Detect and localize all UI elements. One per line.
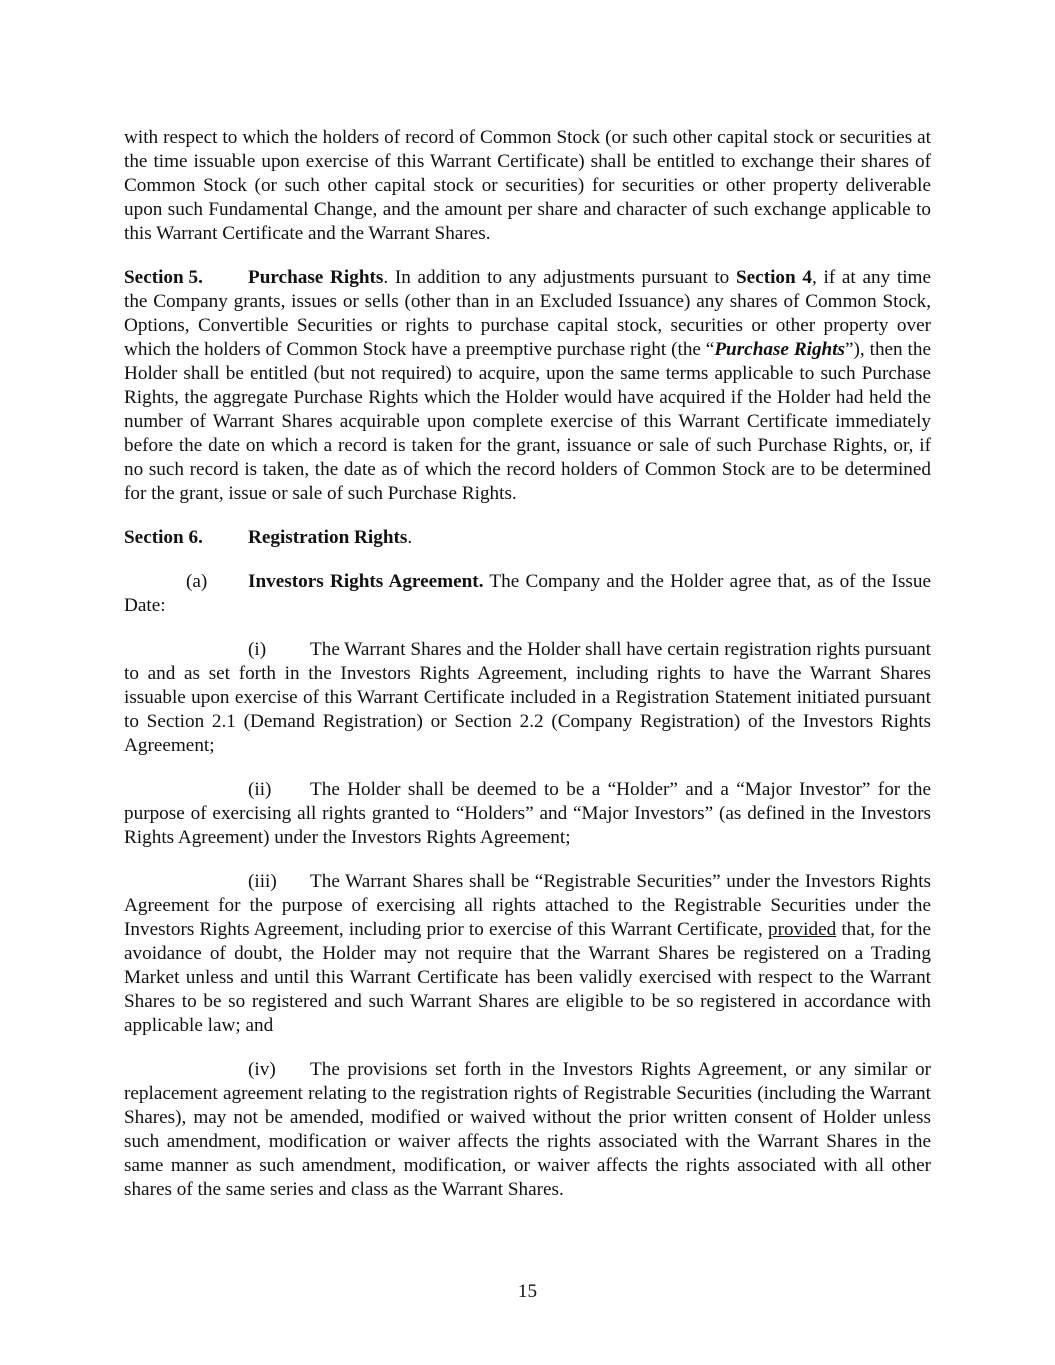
subsection-a-title: Investors Rights Agreement. — [248, 571, 484, 592]
subsection-a — [124, 570, 931, 618]
item-iii — [124, 870, 931, 1038]
item-i-label: (i) — [248, 639, 267, 660]
item-i — [124, 638, 931, 758]
section-5-paragraph — [124, 266, 931, 506]
section-6-title: Registration Rights — [248, 527, 408, 548]
item-iii-text-a: The Warrant Shares shall be “Registrable Securities” under the Investors Rights Agreement for the purpose of exercising all rights attached to the Registrable Securities under the Investors Rights Agreement, including prior to exercise of this Warrant Certificate, — [124, 871, 931, 940]
section-6-period: . — [407, 527, 413, 548]
provided-underlined: provided — [767, 919, 837, 940]
item-ii-text: The Holder shall be deemed to be a “Holder” and a “Major Investor” for the purpose of exercising all rights granted to “Holders” and “Major Investors” (as defined in the Investors Rights Agreement) under the Investors Rights Agreement; — [124, 779, 931, 848]
section-5-number: Section 5. — [124, 267, 203, 288]
section-5-text-b: , if at any time the Company grants, issues or sells (other than in an Excluded Issuance) any shares of Common Stock, Options, Convertible Securities or rights to purchase capital stock, securities or other property over which the holders of Common Stock have a preemptive purchase right (the “ — [124, 267, 931, 360]
item-iv-label: (iv) — [248, 1059, 276, 1080]
page-number: 15 — [517, 1281, 538, 1302]
item-ii — [124, 778, 931, 850]
item-i-text: The Warrant Shares and the Holder shall have certain registration rights pursuant to and as set forth in the Investors Rights Agreement, including rights to have the Warrant Shares issuable upon exercise of this Warrant Certificate included in a Registration Statement initiated pursuant to Section 2.1 (Demand Registration) or Section 2.2 (Company Registration) of the Investors Rights Agreement; — [124, 639, 931, 756]
section-5-title: Purchase Rights — [248, 267, 384, 288]
section-5-text-c: ”), then the Holder shall be entitled (but not required) to acquire, upon the same terms applicable to such Purchase Rights, the aggregate Purchase Rights which the Holder would have acquired if the Holder had held the number of Warrant Shares acquirable upon complete exercise of this Warrant Certificate immediately before the date on which a record is taken for the grant, issuance or sale of such Purchase Rights, or, if no such record is taken, the date as of which the record holders of Common Stock are to be determined for the grant, issue or sale of such Purchase Rights. — [124, 339, 931, 504]
section-4-reference: Section 4 — [735, 267, 812, 288]
subsection-a-text: The Company and the Holder agree that, as of the Issue Date: — [124, 571, 931, 616]
item-iv — [124, 1058, 931, 1202]
item-ii-label: (ii) — [248, 779, 272, 800]
section-6-number: Section 6. — [124, 527, 203, 548]
item-iii-text-b: that, for the avoidance of doubt, the Holder may not require that the Warrant Shares be registered on a Trading Market unless and until this Warrant Certificate has been validly exercised with respect to the Warrant Shares to be so registered and such Warrant Shares are eligible to be so registered in accordance with applicable law; and — [124, 919, 931, 1036]
item-iv-text: The provisions set forth in the Investors Rights Agreement, or any similar or replacement agreement relating to the registration rights of Registrable Securities (including the Warrant Shares), may not be amended, modified or waived without the prior written consent of Holder unless such amendment, modification or waiver affects the rights associated with the Warrant Shares in the same manner as such amendment, modification, or waiver affects the rights associated with all other shares of the same series and class as the Warrant Shares. — [124, 1059, 931, 1200]
section-5-text-a: . In addition to any adjustments pursuant to — [383, 267, 736, 288]
subsection-a-label: (a) — [186, 571, 208, 592]
document-page — [124, 126, 931, 1222]
item-iii-label: (iii) — [248, 871, 277, 892]
intro-paragraph: with respect to which the holders of record of Common Stock (or such other capital stock or securities at the time issuable upon exercise of this Warrant Certificate) shall be entitled to exchange their shares of Common Stock (or such other capital stock or securities) for securities or other property deliverable upon such Fundamental Change, and the amount per share and character of such exchange applicable to this Warrant Certificate and the Warrant Shares. — [124, 127, 931, 244]
section-6-heading — [124, 526, 931, 550]
defined-term-purchase-rights: Purchase Rights — [714, 339, 846, 360]
